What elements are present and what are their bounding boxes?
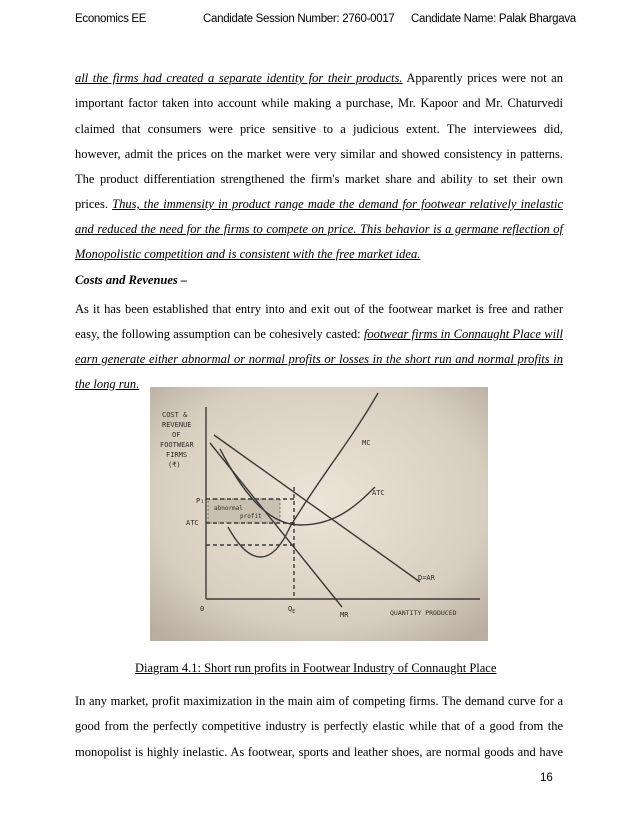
y-axis-label-5: FIRMS [166,451,188,459]
para2-line-3: earn generate either abnormal or normal profits or losses in the short run and normal profits in [75,352,563,366]
qe-label: $Q_E$ [288,605,296,615]
diagram-caption: Diagram 4.1: Short run profits in Footwear Industry of Connaught Place [135,661,497,675]
y-axis-label-4: FOOTWEAR [160,441,194,449]
x-axis-label: QUANTITY PRODUCED [390,609,457,617]
atc-axis-label: ATC [186,519,199,527]
underlined-text: Thus, the immensity in product range made the demand for footwear relatively inelastic [112,197,563,211]
p1-label: P₁ [196,497,205,505]
y-axis-label-2: REVENUE [162,421,192,429]
underlined-text: all the firms had created a separate identity for their products. [75,71,403,85]
header-subject: Economics EE [75,13,147,25]
section-heading: Costs and Revenues – [75,273,188,287]
para2-line-2 [75,327,563,342]
y-axis-label-1: COST & [162,411,188,419]
para3-line-2: good from the perfectly competitive industry is perfectly elastic while that of a good from the [75,719,563,733]
atc-label: ATC [372,489,385,497]
para1-line-6 [75,197,563,212]
para1-line-2: important factor taken into account while making a purchase, Mr. Kapoor and Mr. Chaturvedi [75,96,563,110]
para1-line-5: The product differentiation strengthened the firm's market share and ability to set their own [75,172,563,186]
para2-line-4: the long run. [75,377,140,391]
paper-background [150,387,488,641]
para1-line-4: however, admit the prices on the market were very similar and showed consistency in patterns. [75,147,563,161]
para2-line-1: As it has been established that entry into and exit out of the footwear market is free and rather [75,302,563,316]
body-text: prices. [75,197,113,211]
para1-line-8: Monopolistic competition and is consistent with the free market idea. [75,247,421,261]
para1-line-7: and reduced the need for the firms to compete on price. This behavior is a germane reflection of [75,222,563,236]
diagram-photo [150,387,488,641]
mc-label: MC [362,439,371,447]
para3-line-3: monopolist is highly inelastic. As footwear, sports and leather shoes, are normal goods and have [75,745,563,759]
body-text: easy, the following assumption can be cohesively casted: [75,327,364,341]
header-session-number: Candidate Session Number: 2760-0017 [203,13,395,25]
abnormal-profit-label-2: profit [240,513,262,520]
header-candidate-name: Candidate Name: Palak Bhargava [411,13,576,25]
origin-label: 0 [200,605,205,613]
mr-label: MR [340,611,349,619]
para1-line-3: claimed that consumers were price sensitive to a judicious extent. The interviewees did, [75,122,563,136]
abnormal-profit-label-1: abnormal [214,505,243,512]
d-ar-label: D=AR [418,574,435,582]
para1-line-1 [75,71,563,86]
y-axis-label-6: (₹) [168,461,181,469]
para3-line-1: In any market, profit maximization in the main aim of competing firms. The demand curve for a [75,694,563,708]
body-text: Apparently prices were not an [402,71,563,85]
page-number: 16 [540,772,553,784]
underlined-text: footwear firms in Connaught Place will [363,327,563,341]
y-axis-label-3: OF [172,431,181,439]
